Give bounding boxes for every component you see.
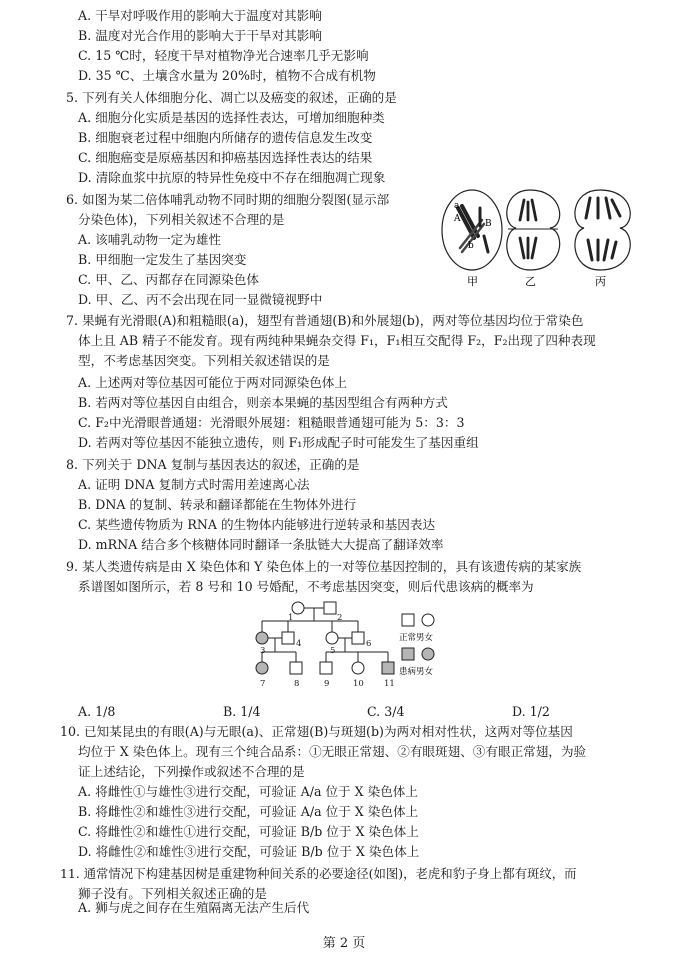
q10-stem-line2: 均位于 X 染色体上。现有三个纯合品系：①无眼正常翅、②有眼斑翅、③有眼正常翅，为验 xyxy=(78,744,587,759)
cell-division-figure xyxy=(440,186,640,288)
q7-stem-line1: 7. 果蝇有光滑眼(A)和粗糙眼(a)，翅型有普通翅(B)和外展翅(b)，两对等位基因均位于常染色 xyxy=(66,313,584,328)
q4-option-b: B. 温度对光合作用的影响大于干旱对其影响 xyxy=(78,28,322,43)
num-1: 1 xyxy=(288,613,294,623)
q10-option-d: D. 将雌性②和雄性③进行交配，可验证 B/b 位于 X 染色体上 xyxy=(78,844,420,859)
num-7: 7 xyxy=(260,679,266,689)
cell-bing xyxy=(575,190,630,270)
legend-normal-male xyxy=(402,614,414,626)
num-2: 2 xyxy=(337,613,343,623)
num-10: 10 xyxy=(353,679,364,689)
num-6: 6 xyxy=(366,639,372,649)
pedigree-individual-3 xyxy=(256,632,268,644)
q5-option-a: A. 细胞分化实质是基因的选择性表达，可增加细胞种类 xyxy=(78,110,385,125)
q6-option-a: A. 该哺乳动物一定为雄性 xyxy=(78,232,222,247)
q7-option-c: C. F₂中光滑眼普通翅：光滑眼外展翅：粗糙眼普通翅可能为 5：3：3 xyxy=(78,415,465,430)
pedigree-individual-10 xyxy=(352,662,364,674)
pedigree-individual-8 xyxy=(290,662,302,674)
pedigree-individual-6 xyxy=(352,632,364,644)
q11-stem-line1: 11. 通常情况下构建基因树是重建物种间关系的必要途径(如图)，老虎和豹子身上都有斑纹，而 xyxy=(60,866,577,881)
cell-jia xyxy=(442,190,502,270)
q8-option-a: A. 证明 DNA 复制方式时需用差速离心法 xyxy=(78,477,310,492)
num-11: 11 xyxy=(384,679,395,689)
q11-stem-line2: 狮子没有。下列相关叙述正确的是 xyxy=(78,886,267,901)
q10-option-c: C. 将雌性②和雄性①进行交配，可验证 B/b 位于 X 染色体上 xyxy=(78,824,419,839)
q10-stem-line1: 10. 已知某昆虫的有眼(A)与无眼(a)、正常翅(B)与斑翅(b)为两对相对性状，这两对等位基因 xyxy=(60,724,573,739)
num-9: 9 xyxy=(324,679,330,689)
pedigree-individual-2 xyxy=(324,602,336,614)
pedigree-individual-9 xyxy=(320,662,332,674)
q6-option-c: C. 甲、乙、丙都存在同源染色体 xyxy=(78,272,259,287)
q7-stem-line3: 型，不考虑基因突变。下列相关叙述错误的是 xyxy=(78,353,330,368)
pedigree-chart xyxy=(248,596,488,700)
cell-jia-label: 甲 xyxy=(467,275,478,288)
cell-bing-label: 丙 xyxy=(595,275,606,288)
q5-option-c: C. 细胞癌变是原癌基因和抑癌基因选择性表达的结果 xyxy=(78,150,373,165)
q5-option-b: B. 细胞衰老过程中细胞内所储存的遗传信息发生改变 xyxy=(78,130,373,145)
q7-option-d: D. 若两对等位基因不能独立遗传，则 F₁形成配子时可能发生了基因重组 xyxy=(78,435,479,450)
q5-stem: 5. 下列有关人体细胞分化、凋亡以及癌变的叙述，正确的是 xyxy=(66,90,397,105)
pedigree-individual-11 xyxy=(382,662,394,674)
num-3: 3 xyxy=(260,646,266,656)
gene-a-label: a xyxy=(454,201,460,211)
q7-option-b: B. 若两对等位基因自由组合，则亲本果蝇的基因型组合有两种方式 xyxy=(78,395,448,410)
gene-B-label: B xyxy=(485,219,492,229)
q10-option-a: A. 将雌性①与雄性③进行交配，可验证 A/a 位于 X 染色体上 xyxy=(78,784,418,799)
q8-option-c: C. 某些遗传物质为 RNA 的生物体内能够进行逆转录和基因表达 xyxy=(78,517,436,532)
q4-option-d: D. 35 ℃、土壤含水量为 20%时，植物不合成有机物 xyxy=(78,68,376,83)
q6-stem-line2: 分染色体)，下列相关叙述不合理的是 xyxy=(78,212,285,227)
legend-affected-female xyxy=(422,648,434,660)
num-8: 8 xyxy=(294,679,300,689)
page-footer: 第 2 页 xyxy=(322,936,366,951)
gene-b-label: b xyxy=(468,241,474,251)
gene-A-label: A xyxy=(454,214,461,224)
q6-option-b: B. 甲细胞一定发生了基因突变 xyxy=(78,252,247,267)
q9-stem-line1: 9. 某人类遗传病是由 X 染色体和 Y 染色体上的一对等位基因控制的，具有该遗传病的某家族 xyxy=(66,559,582,574)
num-4: 4 xyxy=(296,639,302,649)
q4-option-a: A. 干旱对呼吸作用的影响大于温度对其影响 xyxy=(78,8,322,23)
q5-option-d: D. 清除血浆中抗原的特异性免疫中不存在细胞凋亡现象 xyxy=(78,170,386,185)
cell-yi-label: 乙 xyxy=(525,275,536,288)
q9-option-d: D. 1/2 xyxy=(512,704,550,719)
pedigree-individual-5 xyxy=(326,632,338,644)
pedigree-individual-1 xyxy=(292,602,304,614)
q8-option-b: B. DNA 的复制、转录和翻译都能在生物体外进行 xyxy=(78,497,357,512)
q9-option-c: C. 3/4 xyxy=(367,704,405,719)
q9-option-b: B. 1/4 xyxy=(223,704,261,719)
q6-stem-line1: 6. 如图为某二倍体哺乳动物不同时期的细胞分裂图(显示部 xyxy=(66,192,390,207)
q7-stem-line2: 体上且 AB 精子不能发育。现有两纯种果蝇杂交得 F₁，F₁相互交配得 F₂，F₂出现了四种表现 xyxy=(78,333,596,348)
q8-stem: 8. 下列关于 DNA 复制与基因表达的叙述，正确的是 xyxy=(66,457,360,472)
q10-stem-line3: 证上述结论，下列操作或叙述不合理的是 xyxy=(78,764,305,779)
legend-normal-female xyxy=(422,614,434,626)
legend-affected-label: 患病男女 xyxy=(399,667,434,677)
q9-stem-line2: 系谱图如图所示，若 8 号和 10 号婚配，不考虑基因突变，则后代患该病的概率为 xyxy=(78,579,534,594)
q6-option-d: D. 甲、乙、丙不会出现在同一显微镜视野中 xyxy=(78,292,323,307)
num-5: 5 xyxy=(330,646,336,656)
legend-normal-label: 正常男女 xyxy=(399,633,434,643)
q11-option-a-line: A. 狮与虎之间存在生殖隔离无法产生后代 xyxy=(78,900,310,915)
q8-option-d: D. mRNA 结合多个核糖体同时翻译一条肽链大大提高了翻译效率 xyxy=(78,537,444,552)
q9-option-a: A. 1/8 xyxy=(78,704,116,719)
pedigree-individual-4 xyxy=(282,632,294,644)
q10-option-b: B. 将雌性②和雄性③进行交配，可验证 A/a 位于 X 染色体上 xyxy=(78,804,419,819)
q7-option-a: A. 上述两对等位基因可能位于两对同源染色体上 xyxy=(78,375,347,390)
legend-affected-male xyxy=(402,648,414,660)
pedigree-individual-7 xyxy=(256,662,268,674)
q4-option-c: C. 15 ℃时，轻度干旱对植物净光合速率几乎无影响 xyxy=(78,48,369,63)
cell-yi xyxy=(507,190,560,270)
